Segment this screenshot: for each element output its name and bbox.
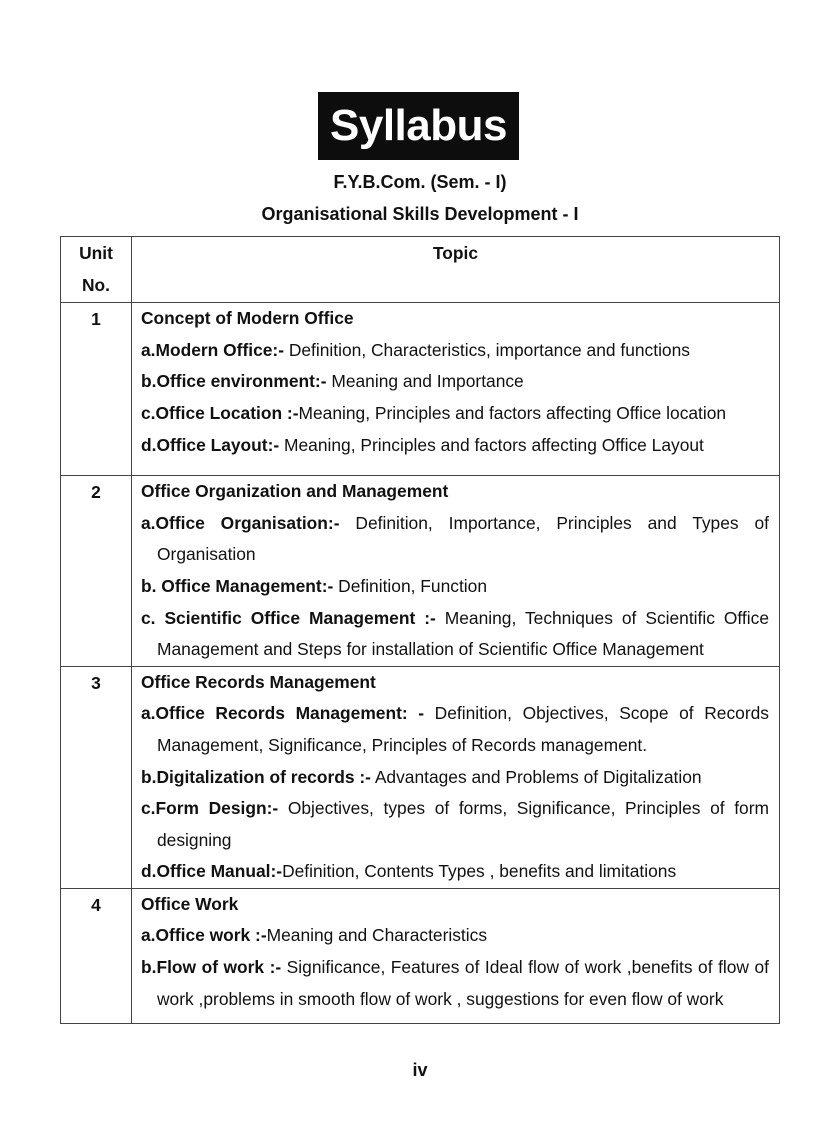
unit-title: Office Records Management [141, 671, 376, 692]
syllabus-banner: Syllabus [318, 92, 519, 160]
item-text: Meaning and Characteristics [266, 925, 488, 946]
item-text: Definition, Contents Types , benefits and limitations [282, 861, 677, 882]
list-item [141, 508, 769, 571]
unit-topic [132, 666, 780, 888]
item-text: Objectives, types of forms, Significance, Principles of form designing [157, 798, 770, 850]
table-row [61, 666, 780, 888]
list-item [141, 398, 769, 430]
list-item [141, 366, 769, 398]
item-label: d.Office Manual:- [141, 861, 283, 882]
item-label: b.Flow of work :- [141, 957, 282, 978]
item-label: a.Office Records Management: - [141, 703, 425, 724]
item-label: b. Office Management:- [141, 575, 334, 596]
unit-number: 3 [61, 666, 132, 888]
list-item [141, 793, 769, 856]
unit-title: Office Organization and Management [141, 481, 449, 502]
item-label: a.Office Organisation:- [141, 512, 340, 533]
item-label: d.Office Layout:- [141, 434, 280, 455]
topic-header: Topic [132, 237, 780, 303]
item-label: c.Office Location :- [141, 402, 299, 423]
syllabus-table [60, 236, 780, 1024]
item-text: Meaning and Importance [326, 371, 524, 392]
unit-topic [132, 888, 780, 1023]
item-text: Meaning, Techniques of Scientific Office Management and Steps for installation of Scientific Office Management [157, 607, 769, 660]
unit-title: Office Work [141, 893, 239, 914]
item-label: a.Office work :- [141, 925, 267, 946]
list-item [141, 335, 769, 367]
list-item [141, 430, 769, 462]
item-text: Meaning, Principles and factors affecting Office location [298, 402, 727, 423]
item-label: a.Modern Office:- [141, 339, 284, 360]
item-text: Meaning, Principles and factors affecting Office Layout [279, 434, 704, 455]
unit-topic [132, 303, 780, 476]
item-text: Definition, Importance, Principles and Types of Organisation [157, 512, 769, 565]
item-text: Definition, Function [333, 575, 487, 596]
item-label: b.Office environment:- [141, 371, 327, 392]
item-label: c.Form Design:- [141, 798, 279, 819]
course-title: F.Y.B.Com. (Sem. - I) [333, 172, 507, 192]
table-header-row [61, 237, 780, 303]
unit-topic [132, 476, 780, 667]
table-row [61, 476, 780, 667]
list-item [141, 603, 769, 666]
list-item [141, 920, 769, 952]
unit-number: 1 [61, 303, 132, 476]
item-text: Significance, Features of Ideal flow of work ,benefits of flow of work ,problems in smooth flow of work , suggestions for even flow of work [157, 957, 770, 1009]
unit-no-header [61, 237, 132, 303]
item-label: b.Digitalization of records :- [141, 766, 371, 787]
list-item [141, 698, 769, 761]
list-item [141, 571, 769, 603]
list-item [141, 762, 769, 794]
unit-header-line2: No. [81, 274, 110, 295]
item-text: Definition, Objectives, Scope of Records Management, Significance, Principles of Records management. [157, 703, 769, 755]
item-text: Advantages and Problems of Digitalization [370, 766, 702, 787]
table-row [61, 888, 780, 1023]
list-item [141, 856, 769, 888]
unit-title: Concept of Modern Office [141, 308, 354, 329]
list-item [141, 952, 769, 1015]
item-text: Definition, Characteristics, importance and functions [284, 339, 690, 360]
unit-number: 2 [61, 476, 132, 667]
table-row [61, 303, 780, 476]
page-number: iv [412, 1060, 428, 1080]
unit-number: 4 [61, 888, 132, 1023]
item-label: c. Scientific Office Management :- [141, 607, 436, 628]
subject-title: Organisational Skills Development - I [261, 204, 579, 224]
unit-header-line1: Unit [79, 243, 113, 263]
